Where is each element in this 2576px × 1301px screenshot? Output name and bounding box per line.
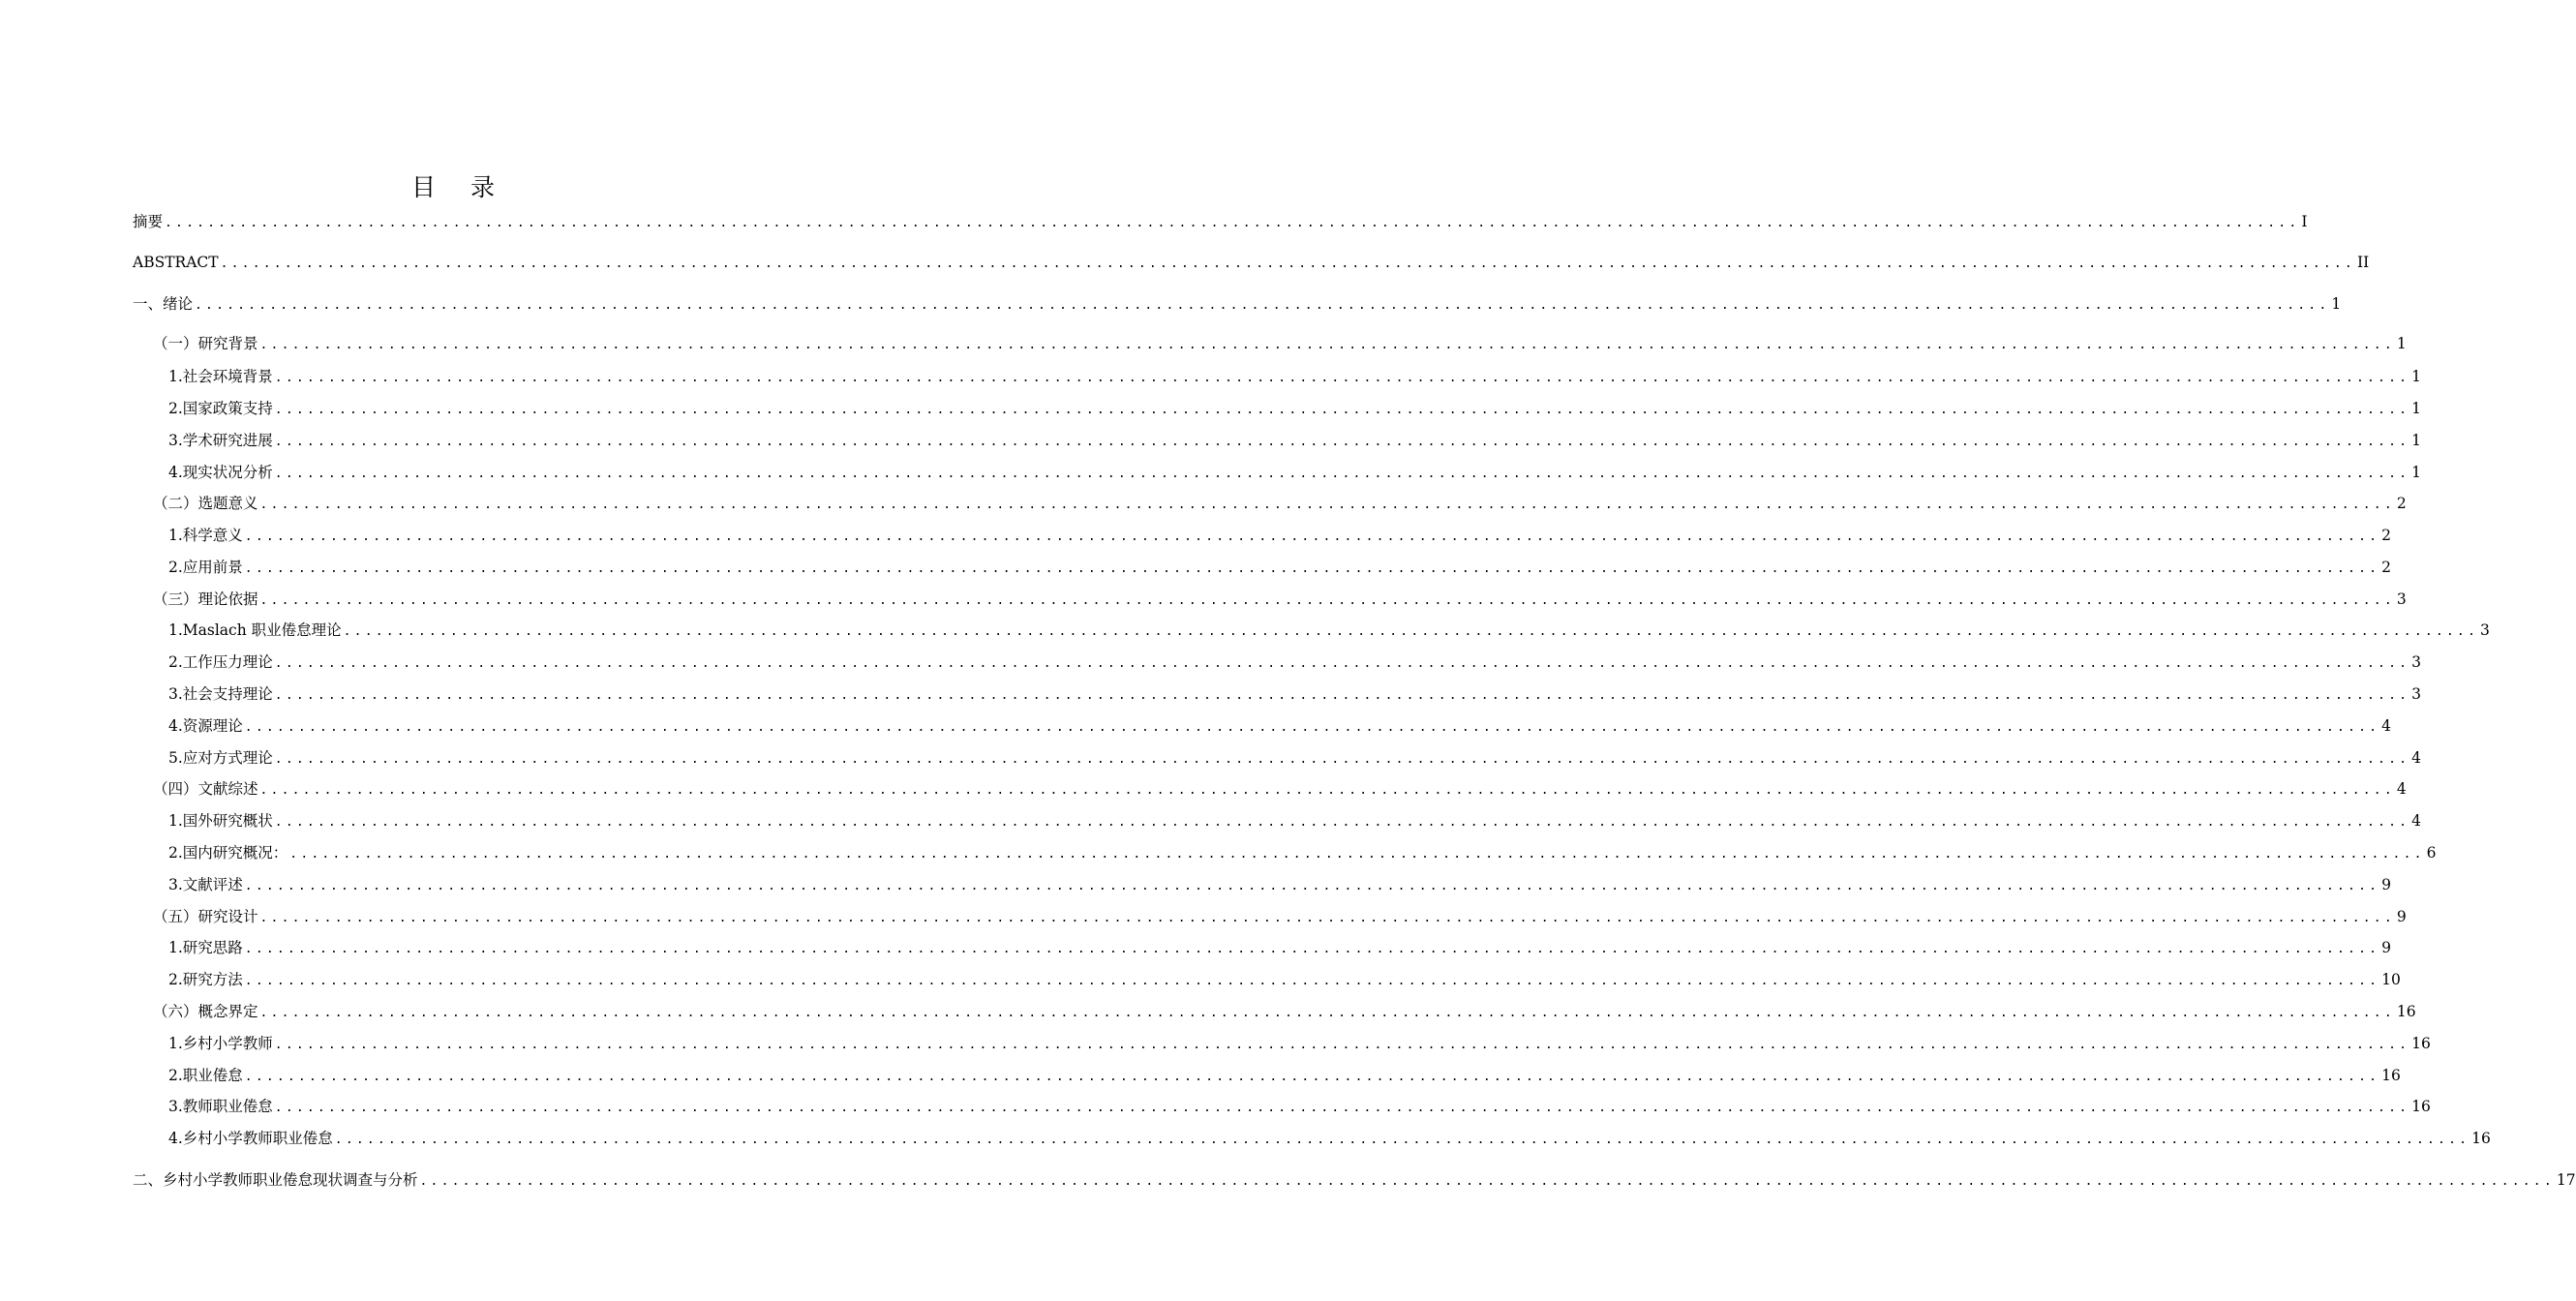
- toc-entry[interactable]: [133, 251, 2370, 274]
- toc-entry-label: 3.学术研究进展: [168, 432, 273, 449]
- toc-entry-label: 1.社会环境背景: [168, 368, 273, 385]
- toc-entry-page-number: 3: [2396, 590, 2407, 608]
- dot-leader: ........................................................................................................................................................................................................: [244, 720, 2380, 735]
- toc-entry-page-number: 10: [2381, 971, 2401, 988]
- toc-entry-page-number: 1: [2411, 368, 2422, 385]
- dot-leader: ........................................................................................................................................................................................................: [289, 847, 2425, 862]
- toc-entry-page-number: 1: [2396, 335, 2407, 352]
- toc-entry-page-number: 3: [2411, 685, 2422, 703]
- toc-entry[interactable]: [168, 429, 2422, 452]
- toc-entry-label: 5.应对方式理论: [168, 749, 273, 767]
- toc-entry-page-number: 9: [2396, 908, 2407, 925]
- dot-leader: ........................................................................................................................................................................................................: [244, 942, 2380, 956]
- dot-leader: ........................................................................................................................................................................................................: [259, 338, 2395, 352]
- dot-leader: ........................................................................................................................................................................................................: [274, 688, 2410, 703]
- toc-entry-label: 摘要: [133, 213, 164, 230]
- toc-entry[interactable]: [168, 968, 2401, 991]
- toc-entry[interactable]: [168, 1127, 2491, 1150]
- toc-entry-label: 1.乡村小学教师: [168, 1035, 273, 1052]
- toc-entry-label: 2.国内研究概况：: [168, 844, 288, 862]
- toc-entry-page-number: 3: [2480, 621, 2490, 639]
- toc-entry[interactable]: [168, 1032, 2431, 1055]
- toc-entry-label: 1.Maslach 职业倦怠理论: [168, 621, 342, 639]
- toc-entry-page-number: 1: [2411, 432, 2422, 449]
- toc-entry[interactable]: [153, 1000, 2416, 1023]
- toc-entry-label: 4.资源理论: [168, 717, 243, 735]
- dot-leader: ........................................................................................................................................................................................................: [419, 1174, 2555, 1189]
- toc-entry-page-number: 3: [2411, 653, 2422, 671]
- toc-entry[interactable]: [168, 746, 2422, 770]
- dot-leader: ........................................................................................................................................................................................................: [343, 624, 2478, 639]
- toc-entry[interactable]: [168, 682, 2422, 706]
- dot-leader: ........................................................................................................................................................................................................: [259, 911, 2395, 925]
- toc-entry-label: 2.职业倦怠: [168, 1067, 243, 1084]
- toc-entry-label: （四）文献综述: [153, 780, 258, 798]
- dot-leader: ........................................................................................................................................................................................................: [259, 498, 2395, 512]
- toc-entry-label: （三）理论依据: [153, 590, 258, 608]
- dot-leader: ........................................................................................................................................................................................................: [274, 815, 2410, 830]
- toc-entry-label: （六）概念界定: [153, 1003, 258, 1020]
- toc-entry-page-number: 4: [2411, 812, 2422, 830]
- toc-entry-label: 1.科学意义: [168, 527, 243, 544]
- toc-entry[interactable]: [168, 397, 2422, 420]
- dot-leader: ........................................................................................................................................................................................................: [274, 1038, 2410, 1052]
- toc-entry[interactable]: [168, 365, 2422, 388]
- toc-entry-label: 3.社会支持理论: [168, 685, 273, 703]
- dot-leader: ........................................................................................................................................................................................................: [259, 1006, 2395, 1020]
- toc-entry-page-number: 16: [2411, 1098, 2431, 1115]
- toc-entry-page-number: 1: [2411, 464, 2422, 481]
- toc-entry-label: 3.教师职业倦怠: [168, 1098, 273, 1115]
- dot-leader: ........................................................................................................................................................................................................: [274, 1101, 2410, 1115]
- toc-entry[interactable]: [153, 905, 2407, 928]
- toc-entry[interactable]: [153, 588, 2407, 611]
- dot-leader: ........................................................................................................................................................................................................: [259, 593, 2395, 608]
- dot-leader: ........................................................................................................................................................................................................: [195, 298, 2330, 313]
- dot-leader: ........................................................................................................................................................................................................: [244, 561, 2380, 576]
- dot-leader: ........................................................................................................................................................................................................: [274, 656, 2410, 671]
- toc-entry-label: 1.研究思路: [168, 939, 243, 956]
- toc-entry-page-number: 17: [2556, 1171, 2576, 1189]
- toc-entry-page-number: 9: [2381, 876, 2392, 893]
- dot-leader: ........................................................................................................................................................................................................: [244, 529, 2380, 544]
- toc-entry-label: （二）选题意义: [153, 495, 258, 512]
- toc-entry-page-number: 16: [2471, 1130, 2491, 1147]
- toc-entry-label: 2.工作压力理论: [168, 653, 273, 671]
- toc-entry-page-number: II: [2356, 254, 2370, 271]
- dot-leader: ........................................................................................................................................................................................................: [259, 783, 2395, 798]
- toc-entry[interactable]: [168, 841, 2437, 864]
- toc-entry-page-number: 16: [2411, 1035, 2431, 1052]
- toc-entry-label: 二、乡村小学教师职业倦怠现状调查与分析: [133, 1171, 418, 1189]
- dot-leader: ........................................................................................................................................................................................................: [274, 435, 2410, 449]
- dot-leader: ........................................................................................................................................................................................................: [244, 1070, 2380, 1084]
- toc-entry-page-number: 2: [2381, 527, 2392, 544]
- toc-entry[interactable]: [168, 714, 2392, 738]
- dot-leader: ........................................................................................................................................................................................................: [244, 974, 2380, 988]
- dot-leader: ........................................................................................................................................................................................................: [274, 371, 2410, 385]
- toc-entry[interactable]: [168, 461, 2422, 484]
- toc-entry-label: 3.文献评述: [168, 876, 243, 893]
- toc-entry[interactable]: [168, 936, 2392, 959]
- dot-leader: ........................................................................................................................................................................................................: [274, 403, 2410, 417]
- toc-entry-label: 一、绪论: [133, 295, 194, 313]
- toc-entry-page-number: 9: [2381, 939, 2392, 956]
- toc-entry[interactable]: [168, 524, 2392, 547]
- toc-entry-page-number: 16: [2381, 1067, 2401, 1084]
- toc-entry-label: 2.应用前景: [168, 559, 243, 576]
- toc-entry-page-number: 2: [2396, 495, 2407, 512]
- toc-entry-label: ABSTRACT: [133, 254, 219, 271]
- toc-entry[interactable]: [168, 809, 2422, 832]
- dot-leader: ........................................................................................................................................................................................................: [165, 216, 2300, 230]
- toc-entry[interactable]: [153, 332, 2407, 355]
- toc-entry[interactable]: [133, 292, 2342, 316]
- toc-entry-page-number: 16: [2396, 1003, 2416, 1020]
- toc-entry-label: 4.现实状况分析: [168, 464, 273, 481]
- toc-entry-label: 2.国家政策支持: [168, 400, 273, 417]
- toc-entry[interactable]: [153, 492, 2407, 515]
- toc-entry-page-number: 6: [2426, 844, 2437, 862]
- toc-entry-page-number: 4: [2381, 717, 2392, 735]
- page-title: 目 录: [411, 173, 508, 201]
- toc-entry[interactable]: [168, 650, 2422, 674]
- toc-entry-label: 2.研究方法: [168, 971, 243, 988]
- toc-entry[interactable]: [168, 1095, 2431, 1118]
- dot-leader: ........................................................................................................................................................................................................: [274, 752, 2410, 767]
- toc-entry-page-number: 1: [2331, 295, 2342, 313]
- toc-entry-label: （五）研究设计: [153, 908, 258, 925]
- toc-entry-page-number: 1: [2411, 400, 2422, 417]
- toc-entry[interactable]: [133, 1168, 2576, 1192]
- toc-entry-page-number: 4: [2411, 749, 2422, 767]
- toc-entry-page-number: I: [2301, 213, 2308, 230]
- toc-entry-label: （一）研究背景: [153, 335, 258, 352]
- toc-entry[interactable]: [168, 619, 2490, 642]
- toc-entry[interactable]: [168, 873, 2392, 896]
- toc-entry[interactable]: [168, 556, 2392, 579]
- dot-leader: ........................................................................................................................................................................................................: [334, 1133, 2470, 1147]
- toc-entry[interactable]: [133, 210, 2308, 233]
- toc-entry[interactable]: [168, 1064, 2401, 1087]
- dot-leader: ........................................................................................................................................................................................................: [274, 467, 2410, 481]
- toc-entry-label: 1.国外研究概状: [168, 812, 273, 830]
- toc-entry-label: 4.乡村小学教师职业倦怠: [168, 1130, 333, 1147]
- dot-leader: ........................................................................................................................................................................................................: [244, 879, 2380, 893]
- toc-entry-page-number: 2: [2381, 559, 2392, 576]
- toc-entry[interactable]: [153, 777, 2407, 801]
- dot-leader: ........................................................................................................................................................................................................: [220, 257, 2355, 271]
- toc-entry-page-number: 4: [2396, 780, 2407, 798]
